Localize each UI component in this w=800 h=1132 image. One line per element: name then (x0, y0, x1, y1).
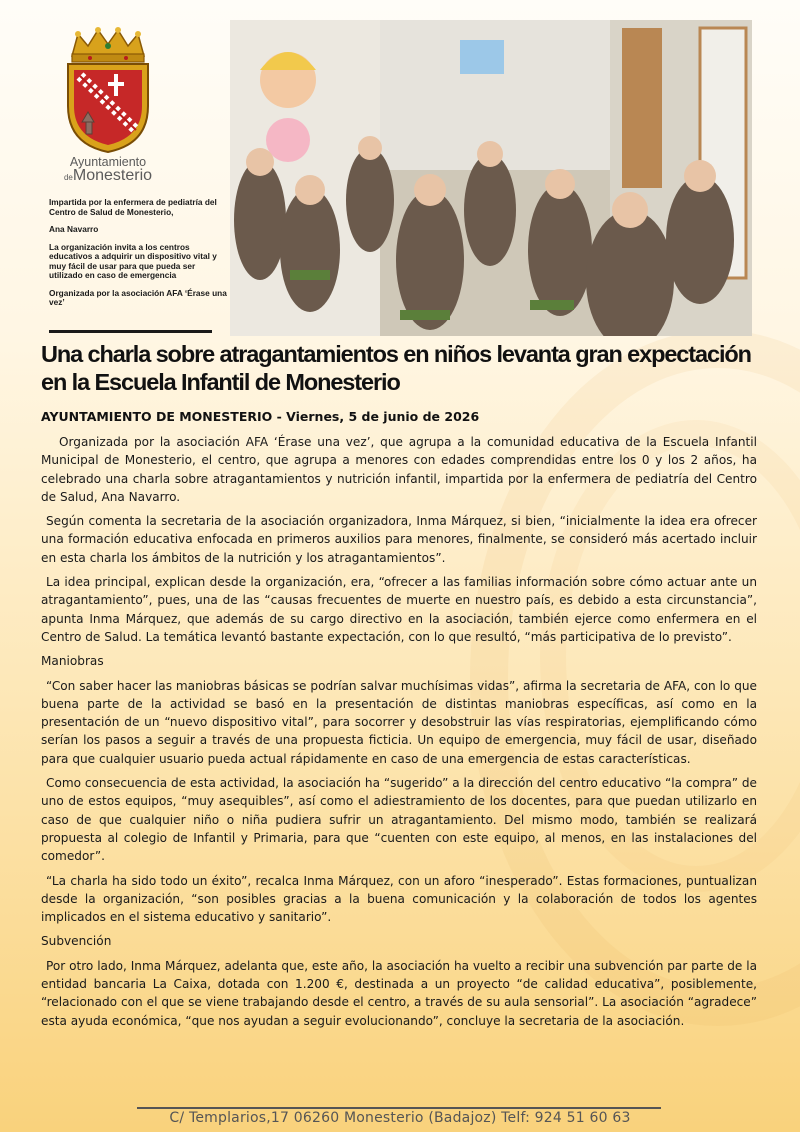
shield-icon (68, 64, 148, 152)
logo-line-2 (48, 167, 168, 185)
crown-icon (72, 27, 144, 62)
coat-of-arms-logo (58, 26, 158, 156)
article-body (41, 433, 757, 1036)
article-paragraph: “La charla ha sido todo un éxito”, recalca Inma Márquez, con un aforo “inesperado”. Estas formaciones, puntualizan desde la organización, “son posibles gracias a la buena comunicación y la colaboración de todos los agentes implicados en el sistema educativo y sanitario”. (41, 873, 757, 925)
article-paragraph: La idea principal, explican desde la organización, era, “ofrecer a las familias información sobre cómo actuar ante un atragantamiento”, pues, una de las “causas frecuentes de muerte en nuestro país, es debido a esta circunstancia”, apunta Inma Márquez, que además de su cargo directivo en la asociación, también ejerce como enfermera en el Centro de Salud. La temática levantó bastante expectación, con lo que resultó, “más participativa de lo previsto”. (41, 575, 757, 644)
side-note: Ana Navarro (49, 224, 99, 234)
side-note: Impartida por la enfermera de pediatría del Centro de Salud de Monesterio, (49, 197, 217, 217)
event-photo (230, 20, 752, 336)
logo-line-1: Ayuntamiento (69, 155, 147, 169)
article-paragraph: Organizada por la asociación AFA ‘Érase una vez’, que agrupa a la comunidad educativa de la Escuela Infantil Municipal de Monesterio, el centro, que agrupa a menores con edades comprendidas entre los 0 y los 2 años, ha celebrado una charla sobre atragantamientos y nutrición infantil, impartida por la enfermera de pediatría del Centro de Salud, Ana Navarro. (41, 435, 757, 504)
side-note: Organizada por la asociación AFA ‘Érase una vez’ (49, 287, 227, 307)
article-paragraph: Según comenta la secretaria de la asociación organizadora, Inma Márquez, si bien, “inicialmente la idea era ofrecer una formación educativa enfocada en primeros auxilios para menores, finalmente, se consideró más acertado incluir en esta charla los ámbitos de la nutrición y los atragantamientos”. (41, 514, 757, 565)
side-note: La organización invita a los centros educativos a adquirir un dispositivo vital y muy fácil de usar para que pueda ser utilizado en caso de emergencia (49, 241, 217, 280)
logo-wordmark (48, 155, 168, 185)
article-headline: Una charla sobre atragantamientos en niños levanta gran expectación en la Escuela Infantil de Monesterio (41, 341, 751, 395)
footer-divider (137, 1107, 661, 1109)
logo-line-2-small: de (63, 173, 73, 182)
article-paragraph: Por otro lado, Inma Márquez, adelanta que, este año, la asociación ha vuelto a recibir una subvención par parte de la entidad bancaria La Caixa, dotada con 1.200 €, destinada a un proyecto “de calidad educativa”, posiblemente, “relacionado con el que se viene trabajando desde el centro, a través de su aula sensorial”. La asociación “agradece” esta ayuda económica, “que nos ayudan a seguir evolucionando”, concluye la secretaria de la asociación. (41, 958, 757, 1028)
article-byline: AYUNTAMIENTO DE MONESTERIO - Viernes, 5 de junio de 2026 (41, 409, 480, 424)
section-subheading: Subvención (41, 934, 112, 949)
side-divider (49, 330, 212, 333)
side-notes (49, 198, 227, 316)
footer-address: C/ Templarios,17 06260 Monesterio (Badajoz) Telf: 924 51 60 63 (169, 1110, 631, 1126)
article-paragraph: Como consecuencia de esta actividad, la asociación ha “sugerido” a la dirección del centro educativo “la compra” de uno de estos equipos, “muy asequibles”, así como el adiestramiento de los docentes, para que puedan utilizarlo en caso de que cualquier niño o niña pudiera sufrir un atragantamiento. Del mismo modo, también se realizará propuesta al colegio de Infantil y Primaria, para que “cuenten con este equipo, al menos, en las instalaciones del comedor”. (41, 776, 757, 864)
article-paragraph: “Con saber hacer las maniobras básicas se podrían salvar muchísimas vidas”, afirma la secretaria de AFA, con lo que buena parte de la actividad se basó en la presentación de distintas maniobras específicas, así como en la presentación de un “nuevo dispositivo vital”, para socorrer y desobstruir las vías respiratorias, ejemplificando cómo serían los pasos a seguir a través de una propuesta ficticia. Un equipo de emergencia, muy fácil de usar, diseñado para que cualquier usuario pueda actual rápidamente en caso de una emergencia de estas características. (41, 678, 757, 766)
section-subheading: Maniobras (41, 654, 104, 669)
logo-line-2-main: Monesterio (72, 167, 153, 184)
